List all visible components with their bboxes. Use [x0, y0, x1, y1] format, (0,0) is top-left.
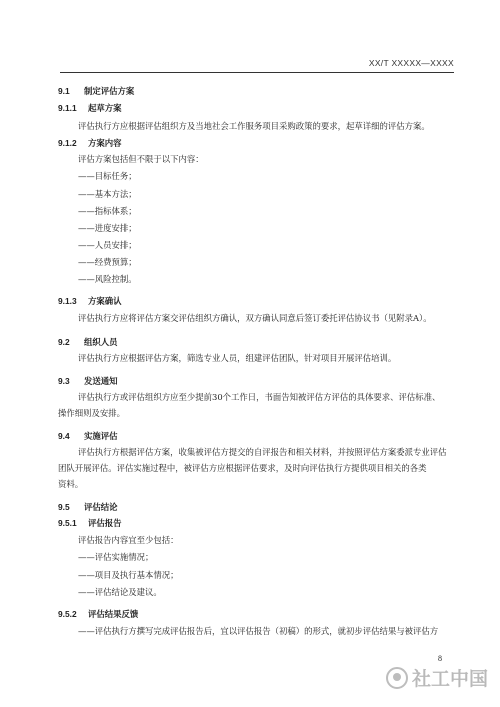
section-heading-9-5-1: 9.5.1 评估报告 [58, 518, 122, 528]
page-number: 8 [438, 654, 442, 663]
paragraph-9-4-line-3: 资料。 [58, 479, 84, 489]
watermark [386, 664, 488, 691]
section-heading-9-1: 9.1 制定评估方案 [58, 86, 135, 96]
watermark-text: 社工中国 [411, 668, 488, 690]
paragraph-9-1-2-intro: 评估方案包括但不限于以下内容： [78, 154, 204, 164]
list-item: ——进度安排； [78, 223, 137, 233]
paragraph-9-2: 评估执行方应根据评估方案，筛选专业人员，组建评估团队，针对项目开展评估培训。 [78, 353, 397, 363]
list-item: ——项目及执行基本情况； [78, 570, 179, 580]
list-item: ——评估实施情况； [78, 552, 154, 562]
section-heading-9-3: 9.3 发送通知 [58, 376, 118, 386]
section-heading-9-5-2: 9.5.2 评估结果反馈 [58, 609, 139, 619]
section-heading-9-1-1: 9.1.1 起草方案 [58, 103, 122, 113]
header-rule [60, 72, 454, 73]
section-heading-9-1-2: 9.1.2 方案内容 [58, 138, 122, 148]
list-item: ——基本方法； [78, 189, 137, 199]
paragraph-9-4-line-1: 评估执行方根据评估方案，收集被评估方提交的自评报告和相关材料，并按照评估方案委派专业评估 [78, 447, 447, 457]
list-item: ——指标体系； [78, 206, 137, 216]
list-item: ——风险控制。 [78, 274, 137, 284]
list-item: ——人员安排； [78, 240, 137, 250]
paragraph-9-1-1: 评估执行方应根据评估组织方及当地社会工作服务项目采购政策的要求，起草详细的评估方案。 [78, 121, 430, 131]
watermark-logo-icon [386, 667, 408, 689]
section-heading-9-1-3: 9.1.3 方案确认 [58, 296, 122, 306]
list-item: ——目标任务； [78, 171, 137, 181]
paragraph-9-4-line-2: 团队开展评估。评估实施过程中，被评估方应根据评估要求，及时向评估执行方提供项目相关的各类 [58, 463, 427, 473]
paragraph-9-1-3: 评估执行方应将评估方案交评估组织方确认，双方确认同意后签订委托评估协议书（见附录A）。 [78, 313, 432, 323]
list-item: ——经费预算； [78, 257, 137, 267]
paragraph-9-5-2: ——评估执行方撰写完成评估报告后，宜以评估报告（初稿）的形式，就初步评估结果与被评估方 [78, 626, 439, 636]
standard-code: XX/T XXXXX—XXXX [368, 58, 454, 68]
section-heading-9-5: 9.5 评估结论 [58, 502, 118, 512]
paragraph-9-3-line-1: 评估执行方或评估组织方应至少提前30个工作日，书面告知被评估方评估的具体要求、评估标准、 [78, 392, 441, 402]
section-heading-9-2: 9.2 组织人员 [58, 337, 118, 347]
paragraph-9-5-1-intro: 评估报告内容宜至少包括： [78, 535, 179, 545]
section-heading-9-4: 9.4 实施评估 [58, 431, 118, 441]
paragraph-9-3-line-2: 操作细则及安排。 [58, 408, 125, 418]
list-item: ——评估结论及建议。 [78, 587, 162, 597]
